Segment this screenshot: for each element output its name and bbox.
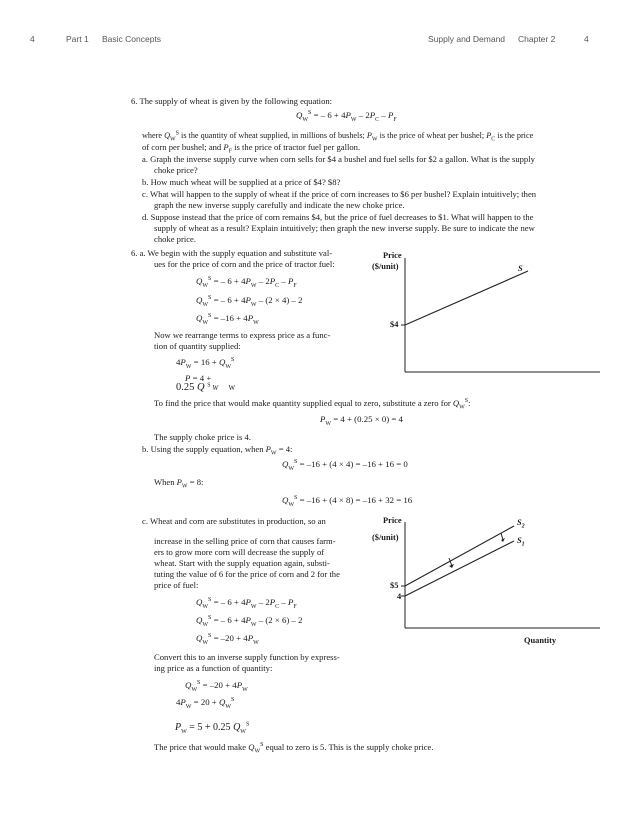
answer-a-eq-5-top: P = 4 +	[185, 373, 212, 383]
answer-c-line-1: c. Wheat and corn are substitutes in production, so an	[142, 516, 326, 526]
answer-a-eq-4: $4P_W = 16 + Q_W^S$	[176, 357, 235, 370]
answer-a-line-1: 6. a. We begin with the supply equation and substitute val-	[131, 248, 333, 258]
part-c-line-1: c. What will happen to the supply of wheat if the price of corn increases to $6 per bushel? Explain intuitively; then	[142, 189, 537, 199]
problem-equation: $Q_W^S$ = – $6 + 4P_W - 2P_C - P_F$	[296, 110, 397, 123]
answer-a-rearrange-1: Now we rearrange terms to express price as a func-	[154, 330, 331, 340]
graph2-tick-5-label: $5	[390, 581, 399, 590]
answer-b-eq-2: $Q_W^S = -16 + (4 \times 8) = -16 + 32 = 16$	[282, 495, 413, 508]
page-number-left: 4	[30, 34, 35, 44]
part-c-line-2: graph the new inverse supply carefully and indicate the new choke price.	[154, 200, 405, 210]
problem-where-line-2: of corn per bushel; and $P_F$ is the price of tractor fuel per gallon.	[142, 142, 361, 155]
graph2-ylabel-2: ($/unit)	[372, 533, 399, 542]
graph2-supply-curve-s1	[405, 541, 514, 596]
section-label: Basic Concepts	[102, 34, 162, 44]
answer-b-eq-1: $Q_W^S = -16 + (4 \times 4) = -16 + 16 = 0$	[282, 459, 408, 472]
graph2-tick-4-label: 4	[397, 592, 402, 601]
answer-c-eq-6: $P_W = 5 + 0.25$ $Q_W^S$	[175, 721, 250, 735]
answer-c-line-3: ers to grow more corn will decrease the supply of	[154, 547, 325, 557]
graph2-curve-s2-label: $S_2$	[517, 518, 525, 530]
answer-c-eq-2: $Q_W^S$ = – $6 + 4P_W - (2 \times 6) - 2$	[196, 615, 303, 628]
answer-a-choke-text: To find the price that would make quantity supplied equal to zero, substitute a zero for $Q_W^S$:	[154, 398, 471, 411]
graph1-price-tick-label: $4	[390, 320, 399, 329]
graph2-curve-s1-label: $S_1$	[517, 536, 525, 548]
chapter-label: Chapter 2	[518, 34, 556, 44]
part-a-line-2: choke price?	[154, 165, 198, 175]
problem-where-line-1: where $Q_W^S$ is the quantity of wheat supplied, in millions of bushels; $P_W$ is the price of wheat per bushel; $P_C$ is the price	[142, 130, 534, 143]
part-d-line-3: choke price.	[154, 234, 196, 244]
answer-a-choke-eq: $P_W = 4 + (0.25 \times 0) = 4$	[320, 414, 403, 427]
problem-intro: 6. The supply of wheat is given by the following equation:	[131, 96, 333, 106]
answer-a-eq-2: $Q_W^S$ = – $6 + 4P_W - (2 \times 4) - 2$	[196, 295, 303, 308]
answer-c-convert-1: Convert this to an inverse supply function by express-	[154, 652, 340, 662]
answer-c-eq-1: $Q_W^S$ = – $6 + 4P_W - 2P_C - P_F$	[196, 597, 297, 610]
answer-a-rearrange-2: tion of quantity supplied:	[154, 341, 241, 351]
answer-a-eq-5-bottom: 0.25 Q $^S$ W W	[176, 382, 236, 393]
chapter-title: Supply and Demand	[428, 34, 506, 44]
answer-c-eq-5: $4P_W = 20 + Q_W^S$	[176, 697, 235, 710]
answer-c-final: The price that would make $Q_W^S$ equal to zero is 5. This is the supply choke price.	[154, 742, 434, 755]
graph1-ylabel-2: ($/unit)	[372, 262, 399, 271]
answer-b-line-1: b. Using the supply equation, when $P_W = 4$:	[142, 444, 293, 457]
graph2-shift-arrow-2	[501, 533, 503, 540]
graph2-ylabel-1: Price	[383, 516, 402, 525]
graph1-curve-label: S	[518, 264, 523, 273]
part-d-line-2: supply of wheat as a result? Explain intuitively; then graph the new inverse supply. Be sure to indicate the new	[154, 223, 535, 233]
answer-c-line-2: increase in the selling price of corn that causes farm-	[154, 536, 336, 546]
answer-c-eq-4: $Q_W^S = -20 + 4P_W$	[185, 680, 248, 693]
answer-c-eq-3: $Q_W^S = -20 + 4P_W$	[196, 633, 259, 646]
page-number-right: 4	[584, 34, 589, 44]
part-d-line-1: d. Suppose instead that the price of corn remains $4, but the price of fuel decreases to $1. What will happen to the	[142, 212, 534, 222]
graph2-xlabel: Quantity	[524, 636, 557, 645]
answer-c-line-5: tuting the value of 6 for the price of corn and 2 for the	[154, 569, 340, 579]
graph1-ylabel-1: Price	[383, 251, 402, 260]
answer-a-eq-1: $Q_W^S$ = – $6 + 4P_W - 2P_C - P_F$	[196, 276, 297, 289]
answer-a-eq-3: $Q_W^S = -16 + 4P_W$	[196, 313, 259, 326]
graph2-supply-curve-s2	[405, 526, 514, 586]
answer-c-line-4: wheat. Start with the supply equation again, substi-	[154, 558, 330, 568]
part-a-line-1: a. Graph the inverse supply curve when corn sells for $4 a bushel and fuel sells for $2 a gallon. What is the supply	[142, 154, 535, 164]
part-label: Part 1	[66, 34, 89, 44]
answer-c-line-6: price of fuel:	[154, 580, 199, 590]
answer-b-line-2: When $P_W = 8$:	[154, 477, 204, 490]
answer-a-choke-result: The supply choke price is 4.	[154, 432, 251, 442]
answer-a-line-2: ues for the price of corn and the price of tractor fuel:	[154, 259, 335, 269]
answer-c-convert-2: ing price as a function of quantity:	[154, 663, 273, 673]
part-b-line-1: b. How much wheat will be supplied at a price of $4? $8?	[142, 177, 341, 187]
